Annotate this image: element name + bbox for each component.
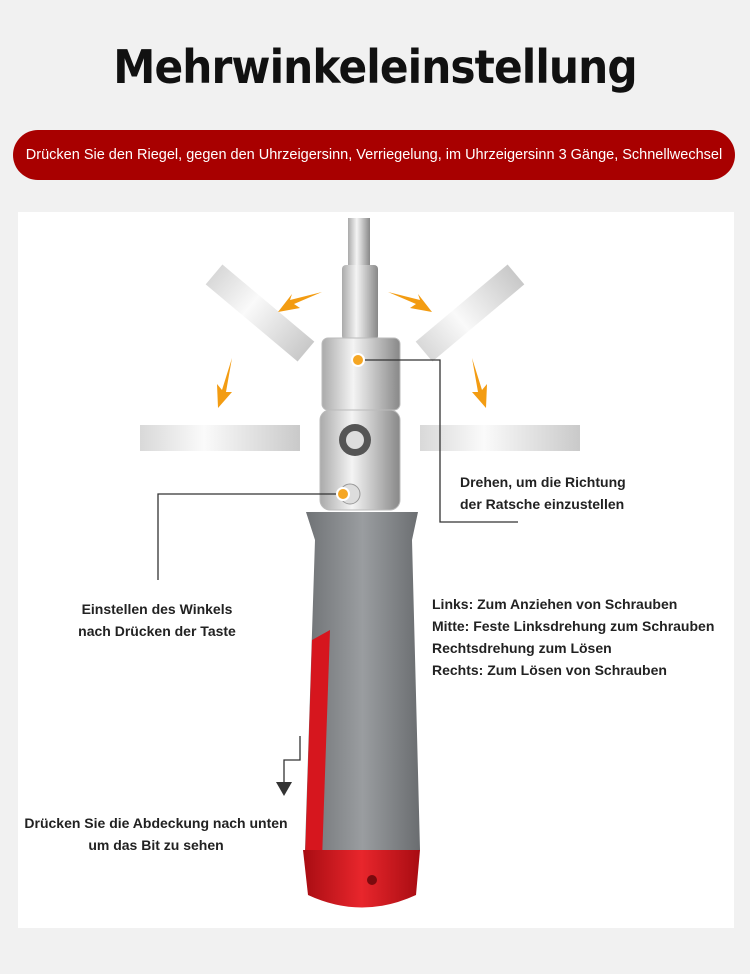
arrow-down-icon <box>276 782 292 796</box>
angle-button-marker <box>337 488 349 500</box>
modes-label <box>432 593 714 681</box>
label-line: nach Drücken der Taste <box>78 623 236 639</box>
page-title: Mehrwinkeleinstellung <box>113 40 637 94</box>
label-line: Rechts: Zum Lösen von Schrauben <box>432 662 667 678</box>
label-line: um das Bit zu sehen <box>88 837 224 853</box>
label-line: Links: Zum Anziehen von Schrauben <box>432 596 678 612</box>
label-line: Mitte: Feste Linksdrehung zum Schrauben <box>432 618 715 634</box>
label-line: Drehen, um die Richtung <box>460 474 626 490</box>
label-line: der Ratsche einzustellen <box>460 496 625 512</box>
instruction-banner: Drücken Sie den Riegel, gegen den Uhrzeigersinn, Verriegelung, im Uhrzeigersinn 3 Gänge, Schnellwechsel <box>13 130 735 180</box>
ratchet-label <box>460 471 626 515</box>
cover-label <box>16 812 296 856</box>
angle-label <box>72 598 242 642</box>
label-line: Drücken Sie die Abdeckung nach unten <box>24 815 288 831</box>
label-line: Rechtsdrehung zum Lösen <box>432 640 612 656</box>
ratchet-marker <box>352 354 364 366</box>
label-line: Einstellen des Winkels <box>81 601 233 617</box>
